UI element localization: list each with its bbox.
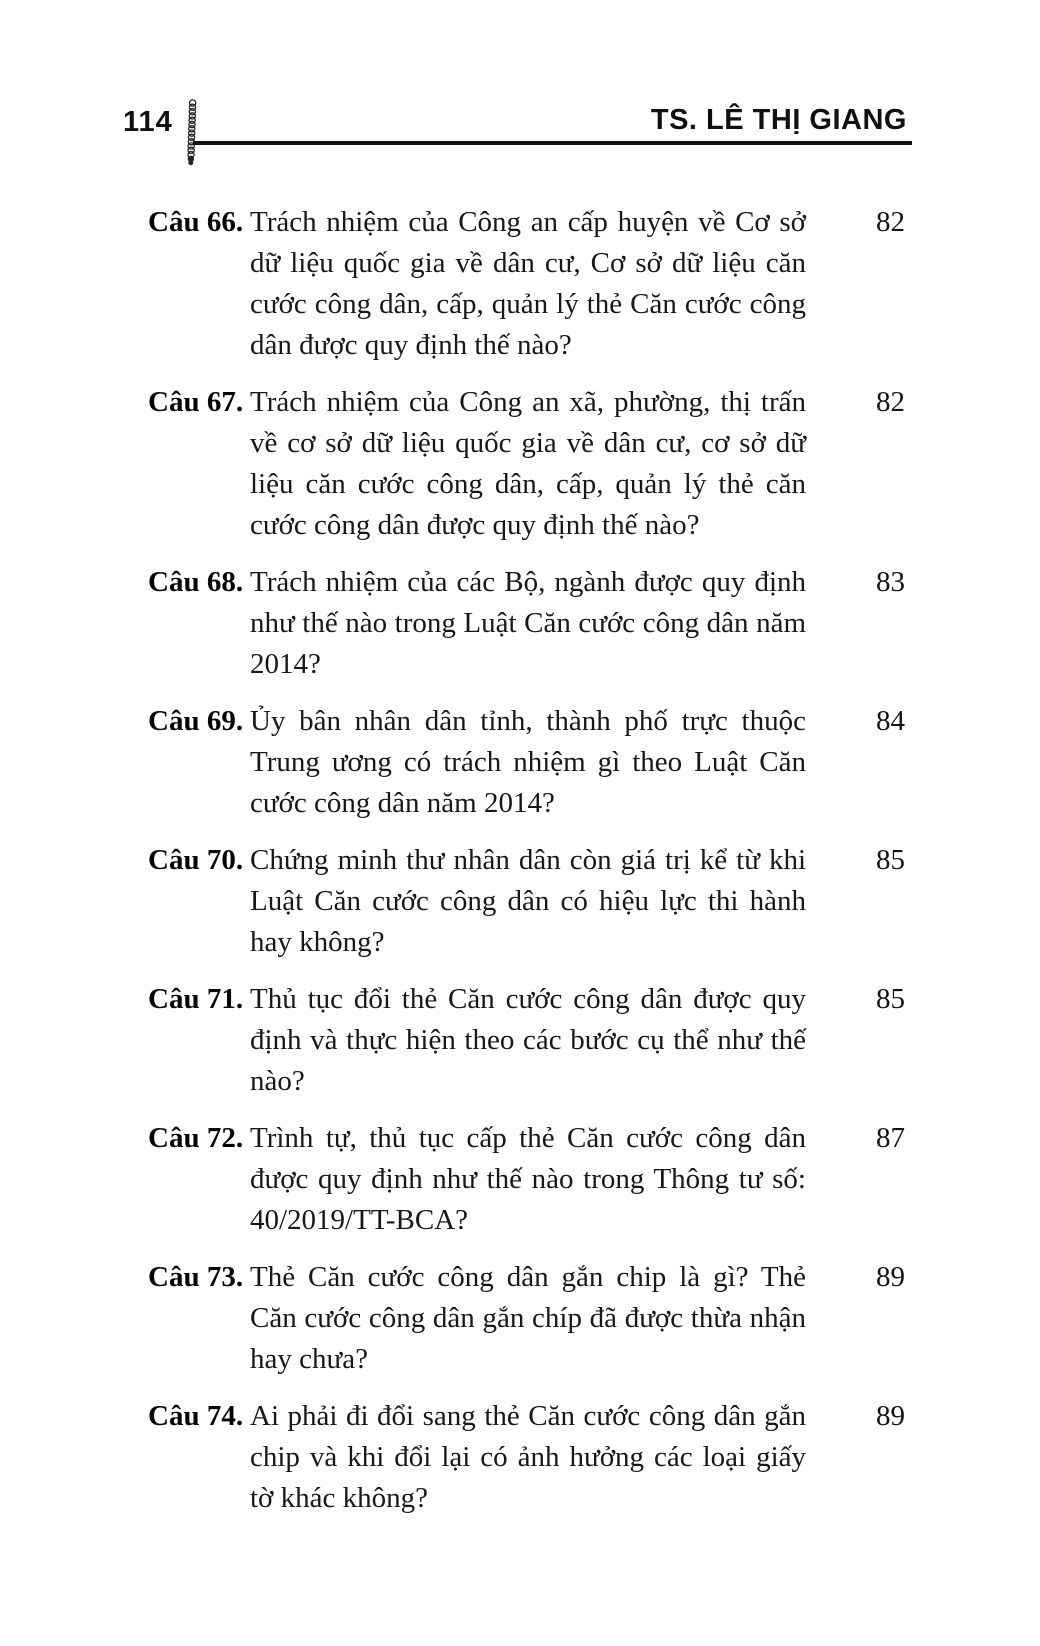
entry-question-text: Thẻ Căn cước công dân gắn chip là gì? Thẻ Căn cước công dân gắn chíp đã được thừa nhận hay chưa? [250,1261,806,1375]
header-rule [193,141,912,145]
toc-entry [148,701,905,824]
toc-entry [148,1257,905,1380]
toc-list [148,202,905,1519]
entry-question-text: Thủ tục đổi thẻ Căn cước công dân được quy định và thực hiện theo các bước cụ thể như thế nào? [250,983,806,1097]
entry-question-label: Câu 70. [148,844,244,876]
entry-question-label: Câu 72. [148,1122,244,1154]
entry-page-number: 84 [876,705,905,737]
entry-page-number: 89 [876,1261,905,1293]
toc-entry [148,382,905,546]
entry-question-text: Chứng minh thư nhân dân còn giá trị kể từ khi Luật Căn cước công dân có hiệu lực thi hành hay không? [250,844,806,958]
entry-question-label: Câu 67. [148,386,244,418]
author-name: TS. LÊ THỊ GIANG [650,104,907,136]
entry-question-text: Trách nhiệm của các Bộ, ngành được quy định như thế nào trong Luật Căn cước công dân năm 2014? [250,566,806,680]
chain-ornament-icon [183,99,199,169]
entry-page-number: 82 [876,206,905,238]
entry-question-label: Câu 69. [148,705,244,737]
entry-question-text: Trách nhiệm của Công an cấp huyện về Cơ sở dữ liệu quốc gia về dân cư, Cơ sở dữ liệu căn cước công dân, cấp, quản lý thẻ Căn cước công dân được quy định thế nào? [250,206,806,361]
entry-page-number: 89 [876,1400,905,1432]
entry-question-text: Trách nhiệm của Công an xã, phường, thị trấn về cơ sở dữ liệu quốc gia về dân cư, cơ sở dữ liệu căn cước công dân, cấp, quản lý thẻ căn cước công dân được quy định thế nào? [250,386,806,541]
entry-question-text: Ủy bân nhân dân tỉnh, thành phố trực thuộc Trung ương có trách nhiệm gì theo Luật Căn cước công dân năm 2014? [250,705,806,819]
entry-page-number: 82 [876,386,905,418]
entry-question-label: Câu 68. [148,566,244,598]
toc-entry [148,562,905,685]
toc-entry [148,202,905,366]
entry-question-text: Ai phải đi đổi sang thẻ Căn cước công dân gắn chip và khi đổi lại có ảnh hưởng các loại giấy tờ khác không? [250,1400,806,1514]
toc-entry [148,979,905,1102]
toc-entry [148,1396,905,1519]
page-number: 114 [123,106,173,138]
entry-question-label: Câu 71. [148,983,244,1015]
entry-page-number: 85 [876,844,905,876]
toc-entry [148,1118,905,1241]
entry-question-text: Trình tự, thủ tục cấp thẻ Căn cước công dân được quy định như thế nào trong Thông tư số: 40/2019/TT-BCA? [250,1122,806,1236]
entry-question-label: Câu 66. [148,206,244,238]
entry-question-label: Câu 73. [148,1261,244,1293]
entry-page-number: 87 [876,1122,905,1154]
entry-question-label: Câu 74. [148,1400,244,1432]
entry-page-number: 85 [876,983,905,1015]
toc-entry [148,840,905,963]
entry-page-number: 83 [876,566,905,598]
